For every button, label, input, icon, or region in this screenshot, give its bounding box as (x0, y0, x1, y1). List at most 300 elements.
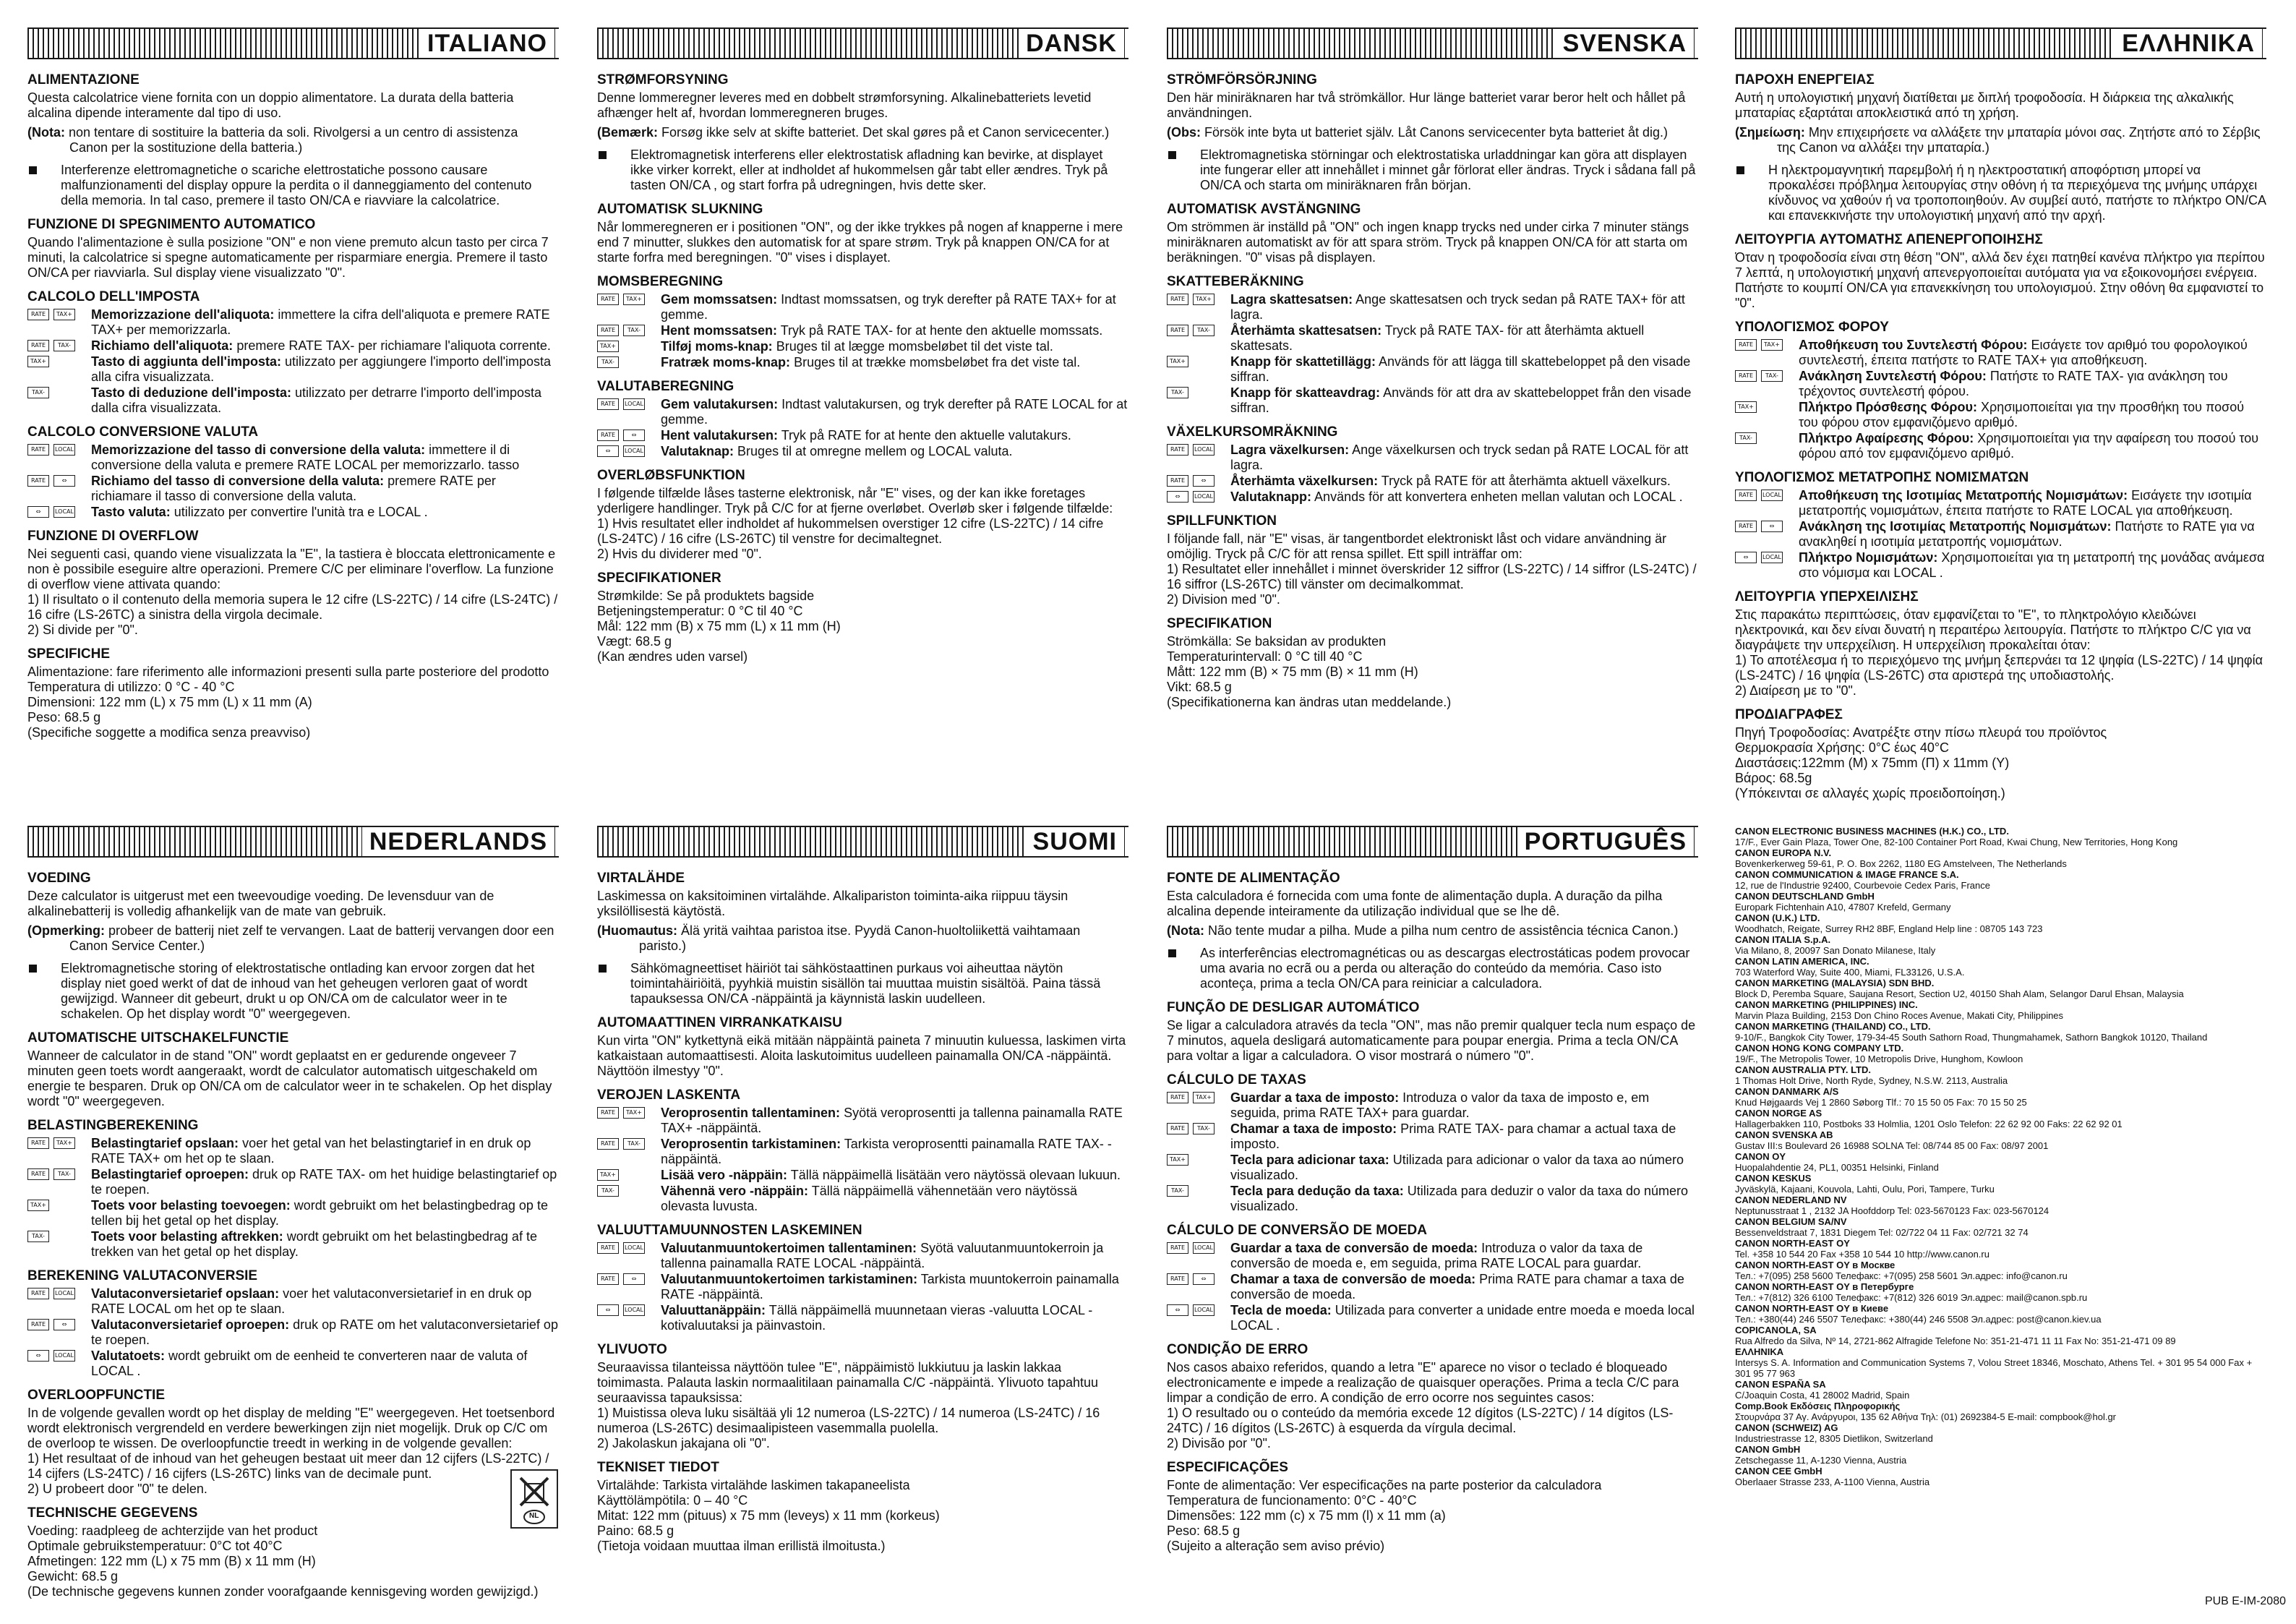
key-icon: RATE (1735, 521, 1757, 532)
key-icon: RATE (597, 1273, 619, 1285)
paragraph: I följande fall, när "E" visas, är tangentbordet elektroniskt låst och vidare användning är omöjlig. Tryck på C/C för att rensa spillet. Ett spill inträffar om: (1167, 531, 1667, 561)
key-group (27, 444, 80, 459)
key-group (27, 1350, 80, 1365)
tax-item-label: Hent momssatsen: (661, 323, 778, 338)
tax-item-label: Återhämta skattesatsen: (1230, 323, 1382, 338)
currency-item-text: Εισάγετε την ισοτιμία μετατροπής νομισμάτων, έπειτα πατήστε το RATE LOCAL για αποθήκευση. (1799, 488, 2252, 518)
key-icon: TAX- (1761, 370, 1783, 382)
company-address: 12, rue de l'Industrie 92400, Courbevoie Cedex Paris, France (1735, 880, 1990, 891)
company-name: CANON ESPAÑA SA (1735, 1379, 1826, 1390)
currency-item-text: Används för att konvertera enheten mellan valutan och LOCAL . (1314, 490, 1683, 504)
tax-item-label: Lisää vero -näppäin: (661, 1168, 788, 1182)
key-icon: ⇔ (1735, 552, 1757, 563)
company-name: CANON NEDERLAND NV (1735, 1195, 1847, 1205)
key-group (1167, 325, 1219, 340)
note (1167, 923, 1698, 939)
tax-item-label: Guardar a taxa de imposto: (1230, 1090, 1400, 1105)
key-icon: TAX- (53, 1168, 75, 1180)
company-address: C/Joaquin Costa, 41 28002 Madrid, Spain (1735, 1390, 1910, 1401)
paragraph: 2) U probeert door "0" te delen. (27, 1482, 207, 1496)
currency-item-label: Αποθήκευση της Ισοτιμίας Μετατροπής Νομισμάτων: (1799, 488, 2128, 503)
key-icon: RATE (27, 1137, 49, 1149)
address-block (1735, 1216, 2266, 1238)
tax-item-text: wordt gebruikt om het belastingbedrag op te tellen bij het getal op het display. (91, 1198, 548, 1228)
key-icon: TAX+ (1167, 1154, 1188, 1166)
language-title: ITALIANO (420, 29, 554, 58)
key-group (1167, 1123, 1219, 1138)
tax-item-label: Gem momssatsen: (661, 292, 778, 307)
note-label: (Nota: (1167, 923, 1204, 938)
section-heading: VEROJEN LASKENTA (597, 1087, 741, 1103)
key-icon: RATE (1735, 490, 1757, 501)
company-name: CANON OY (1735, 1151, 1786, 1162)
key-icon: LOCAL (623, 1304, 645, 1316)
key-icon: ⇔ (53, 1319, 75, 1330)
paragraph: Wanneer de calculator in de stand "ON" wordt geplaatst en er gedurende ongeveer 7 minuten geen toets wordt aangeraakt, wordt de calculator automatisch uitgeschakeld om energie te besparen. Druk op ON/CA om de calculator weer in te schakelen. Op het display wordt "0" weergegeven. (27, 1048, 552, 1108)
tax-item (597, 1106, 1128, 1136)
language-title: PORTUGUÊS (1517, 827, 1694, 856)
spec-line: Πηγή Τροφοδοσίας: Ανατρέξτε στην πίσω πλευρά του προϊόντος (1735, 725, 2107, 740)
company-address: 703 Waterford Way, Suite 400, Miami, FL33126, U.S.A. (1735, 967, 1965, 978)
key-icon: LOCAL (623, 398, 645, 410)
tax-item (27, 354, 559, 385)
key-group (597, 356, 623, 372)
key-icon: LOCAL (53, 444, 75, 456)
key-icon: TAX- (623, 325, 645, 336)
language-header (1167, 826, 1698, 858)
tax-item (27, 338, 559, 354)
bullet-paragraph: Interferenze elettromagnetiche o scariche elettrostatiche possono causare malfunzionamenti del display oppure la perdita o il danneggiamento del contenuto della memoria. In tal caso, premere il tasto ON/CA e riavviare la calcolatrice. (27, 163, 559, 208)
key-group (27, 1200, 53, 1215)
section-heading: VOEDING (27, 871, 91, 886)
tax-item-text: druk op RATE TAX- om het huidige belastingtarief op te roepen. (91, 1167, 557, 1197)
company-name: CANON MARKETING (THAILAND) CO., LTD. (1735, 1021, 1931, 1032)
publication-code: PUB E-IM-2080 (2204, 1595, 2286, 1607)
key-group (597, 1242, 649, 1257)
key-icon: TAX+ (27, 356, 49, 367)
company-name: CANON COMMUNICATION & IMAGE FRANCE S.A. (1735, 869, 1959, 880)
tax-item-text: Tryck på RATE TAX- för att återhämta aktuell skattesats. (1230, 323, 1645, 353)
key-icon: RATE (1167, 1092, 1188, 1103)
key-icon: TAX+ (53, 309, 75, 320)
currency-item-label: Memorizzazione del tasso di conversione della valuta: (91, 443, 426, 457)
company-address: Тел.: +7(812) 326 6100 Телефакс: +7(812) 326 6019 Эл.адрес: mail@canon.spb.ru (1735, 1292, 2088, 1303)
address-block (1735, 826, 2266, 847)
paragraph: 2) Divisão por "0". (1167, 1436, 1271, 1450)
key-icon: TAX+ (1193, 1092, 1215, 1103)
spec-line: Afmetingen: 122 mm (L) x 75 mm (B) x 11 mm (H) (27, 1554, 316, 1568)
key-icon: ⇔ (597, 445, 619, 457)
currency-item-label: Valutaconversietarief opslaan: (91, 1286, 280, 1301)
key-icon: LOCAL (1193, 491, 1215, 503)
bullet-paragraph: Elektromagnetisk interferens eller elektrostatisk afladning kan bevirke, at displayet ikke virker korrekt, eller at indholdet af hukommelsen går tabt eller ændres. Tryk på tasten ON/CA , og start forfra på udregningen, hvis dette sker. (597, 148, 1128, 193)
key-group (597, 1169, 623, 1184)
tax-item-text: wordt gebruikt om het belastingbedrag af te trekken van het getal op het display. (91, 1229, 537, 1259)
language-header (27, 826, 559, 858)
company-address: Bessenveldstraat 7, 1831 Diegem Tel: 02/722 04 11 Fax: 02/721 32 74 (1735, 1227, 2029, 1238)
company-name: CANON ELECTRONIC BUSINESS MACHINES (H.K.) CO., LTD. (1735, 826, 2009, 837)
currency-item-label: Richiamo del tasso di conversione della valuta: (91, 474, 385, 488)
spec-line: (De technische gegevens kunnen zonder voorafgaande kennisgeving worden gewijzigd.) (27, 1584, 539, 1599)
key-icon: TAX+ (597, 341, 619, 352)
company-address: Rua Alfredo da Silva, Nº 14, 2721-862 Alfragide Telefone No: 351-21-471 11 11 Fax No: 351-21-471 09 89 (1735, 1335, 2176, 1346)
paragraph: 1) O resultado ou o conteúdo da memória excede 12 dígitos (LS-22TC) / 14 dígitos (LS-24TC) / 16 dígitos (LS-26TC) à esquerda da vírgula decimal. (1167, 1406, 1674, 1435)
note (597, 923, 1128, 954)
note-text: Μην επιχειρήσετε να αλλάξετε την μπαταρία μόνοι σας. Ζητήστε από το Σέρβις της Canon να αλλάξει την μπαταρία.) (1777, 125, 2261, 155)
section-heading: BEREKENING VALUTACONVERSIE (27, 1268, 258, 1283)
section-heading: OVERLØBSFUNKTION (597, 468, 745, 483)
currency-item-text: immettere il di conversione della valuta e premere RATE LOCAL per memorizzarlo. tasso (91, 443, 520, 472)
currency-item (597, 428, 1128, 443)
tax-item-text: Χρησιμοποιείται για την αφαίρεση του ποσού του φόρου από τον εμφανιζόμενο αριθμό. (1799, 431, 2259, 461)
company-address: Huopalahdentie 24, PL1, 00351 Helsinki, Finland (1735, 1162, 1939, 1173)
company-address: 1 Thomas Holt Drive, North Ryde, Sydney, N.S.W. 2113, Australia (1735, 1075, 2008, 1086)
company-name: CANON NORTH-EAST OY в Москве (1735, 1260, 1896, 1270)
section-heading: VALUUTTAMUUNNOSTEN LASKEMINEN (597, 1223, 862, 1238)
company-name: CANON AUSTRALIA PTY. LTD. (1735, 1064, 1872, 1075)
currency-item (27, 1349, 559, 1379)
tax-item-text: premere RATE TAX- per richiamare l'aliquota corrente. (236, 338, 551, 353)
key-group (1167, 387, 1193, 402)
key-icon: ⇔ (623, 1273, 645, 1285)
currency-item (597, 1303, 1128, 1333)
key-icon: RATE (1167, 325, 1188, 336)
key-icon: LOCAL (1193, 444, 1215, 456)
paragraph: 2) Division med "0". (1167, 592, 1280, 607)
company-address: 19/F., The Metropolis Tower, 10 Metropolis Drive, Hunghom, Kowloon (1735, 1054, 2023, 1064)
company-name: CANON BELGIUM SA/NV (1735, 1216, 1847, 1227)
currency-item-label: Valuuttanäppäin: (661, 1303, 766, 1317)
tax-item-text: voer het getal van het belastingtarief in en druk op RATE TAX+ om het op te slaan. (91, 1136, 531, 1166)
spec-line: Paino: 68.5 g (597, 1523, 674, 1538)
paragraph: Questa calcolatrice viene fornita con un doppio alimentatore. La durata della batteria alcalina dipende interamente dal tipo di uso. (27, 90, 514, 120)
key-group (1735, 490, 1787, 505)
spec-line: Optimale gebruikstemperatuur: 0°C tot 40°C (27, 1539, 283, 1553)
section-heading: AUTOMATISK AVSTÄNGNING (1167, 202, 1361, 217)
currency-item-label: Valuutanmuuntokertoimen tallentaminen: (661, 1241, 917, 1255)
key-group (597, 1138, 649, 1153)
tax-item (1167, 385, 1698, 416)
recycle-label: NL (529, 1512, 539, 1520)
key-group (597, 341, 623, 356)
paragraph: Denne lommeregner leveres med en dobbelt strømforsyning. Alkalinebatteriets levetid afhænger helt af, hvordan lommeregneren bruges. (597, 90, 1092, 120)
currency-item (597, 1272, 1128, 1302)
currency-item-text: Πατήστε το RATE για να ανακληθεί η ισοτιμία μετατροπής νομισμάτων. (1799, 519, 2255, 549)
company-name: CANON DANMARK A/S (1735, 1086, 1839, 1097)
tax-item-label: Tasto di deduzione dell'imposta: (91, 385, 291, 400)
section-heading: CONDIÇÃO DE ERRO (1167, 1342, 1308, 1357)
key-icon: TAX- (597, 356, 619, 368)
tax-item-label: Αποθήκευση του Συντελεστή Φόρου: (1799, 338, 2028, 352)
note (1735, 125, 2266, 155)
company-name: CANON KESKUS (1735, 1173, 1812, 1184)
key-group (1735, 552, 1787, 567)
address-block (1735, 1086, 2266, 1108)
company-address: Hallagerbakken 110, Postboks 33 Holmlia, 1201 Oslo Telefon: 22 62 92 00 Faks: 22 62 92 01 (1735, 1119, 2122, 1129)
tax-item (597, 292, 1128, 322)
tax-item-text: Utilizada para adicionar o valor da taxa ao número visualizado. (1230, 1153, 1684, 1182)
currency-item-text: premere RATE per richiamare il tasso di conversione della valuta. (91, 474, 496, 503)
company-name: CANON (U.K.) LTD. (1735, 913, 1820, 923)
paragraph: Quando l'alimentazione è sulla posizione "ON" e non viene premuto alcun tasto per circa 7 minuti, la calcolatrice si spegne automaticamente per risparmiare energia. Premere il tasto ON/CA per riavviarla. Sul display viene visualizzato "0". (27, 235, 549, 280)
company-address: Woodhatch, Reigate, Surrey RH2 8BF, England Help line : 08705 143 723 (1735, 923, 2043, 934)
currency-item-text: Bruges til at omregne mellem og LOCAL valuta. (737, 444, 1013, 458)
key-icon: RATE (1167, 294, 1188, 305)
tax-item-label: Tecla para dedução da taxa: (1230, 1184, 1404, 1198)
paragraph: Den här miniräknaren har två strömkällor. Hur länge batteriet varar beror helt och hållet på användningen. (1167, 90, 1686, 120)
key-icon: TAX- (1167, 1185, 1188, 1197)
currency-item-text: Tarkista muuntokerroin painamalla RATE -näppäintä. (661, 1272, 1119, 1302)
tax-item (27, 1229, 559, 1260)
tax-item-label: Tecla para adicionar taxa: (1230, 1153, 1389, 1167)
company-name: CANON CEE GmbH (1735, 1466, 1822, 1476)
currency-item-text: Tryk på RATE for at hente den aktuelle valutakurs. (781, 428, 1071, 443)
key-group (27, 387, 53, 402)
section-heading: ESPECIFICAÇÕES (1167, 1460, 1288, 1475)
company-address: Via Milano, 8, 20097 San Donato Milanese, Italy (1735, 945, 1936, 956)
key-icon: ⇔ (1167, 1304, 1188, 1316)
section-heading: AUTOMATISCHE UITSCHAKELFUNCTIE (27, 1030, 289, 1046)
tax-item-label: Chamar a taxa de imposto: (1230, 1121, 1397, 1136)
tax-item (1167, 292, 1698, 322)
spec-line: Voeding: raadpleeg de achterzijde van het product (27, 1523, 318, 1538)
key-group (27, 340, 80, 355)
spec-line: (Tietoja voidaan muuttaa ilman erillistä ilmoitusta.) (597, 1539, 886, 1553)
currency-item (27, 1286, 559, 1317)
currency-item-text: Tryck på RATE för att återhämta aktuell växelkurs. (1381, 474, 1671, 488)
company-name: Comp.Book Εκδόσεις Πληροφορικής (1735, 1401, 1901, 1411)
section-heading: ΠΡΟΔΙΑΓΡΑΦΕΣ (1735, 707, 1843, 722)
spec-line: (Specifikationerna kan ändras utan meddelande.) (1167, 695, 1452, 709)
tax-item (1735, 431, 2266, 461)
language-title: SVENSKA (1556, 29, 1694, 58)
company-address: Jyväskylä, Kajaani, Kouvola, Lahti, Oulu, Pori, Tampere, Turku (1735, 1184, 1995, 1195)
currency-item (27, 1317, 559, 1348)
address-block (1735, 913, 2266, 934)
key-group (597, 1185, 623, 1200)
section-heading: ΥΠΟΛΟΓΙΣΜΟΣ ΦΟΡΟΥ (1735, 320, 1889, 335)
key-group (597, 1273, 649, 1288)
note-text: Försök inte byta ut batteriet själv. Låt Canons servicecenter byta batteriet åt dig.) (1204, 125, 1669, 140)
key-icon: RATE (1167, 1273, 1188, 1285)
language-header (597, 826, 1128, 858)
currency-item-text: utilizzato per convertire l'unità tra e LOCAL . (174, 505, 428, 519)
paragraph: 1) Hvis resultatet eller indholdet af hukommelsen overstiger 12 cifre (LS-22TC) / 14 cifre (LS-24TC) / 16 cifre (LS-26TC) til venstre for decimaltegnet. (597, 516, 1104, 546)
currency-item-label: Valutaknap: (661, 444, 734, 458)
section-heading: CALCOLO DELL'IMPOSTA (27, 289, 200, 304)
key-group (597, 1304, 649, 1320)
company-name: CANON MARKETING (MALAYSIA) SDN BHD. (1735, 978, 1935, 988)
spec-line: Strömkälla: Se baksidan av produkten (1167, 634, 1387, 649)
key-icon: TAX+ (623, 294, 645, 305)
key-icon: TAX- (597, 1185, 619, 1197)
key-icon: TAX+ (1761, 339, 1783, 351)
address-block (1735, 956, 2266, 978)
key-icon: RATE (597, 325, 619, 336)
tax-item-label: Knapp för skattetillägg: (1230, 354, 1376, 369)
company-address: Knud Højgaards Vej 1 2860 Søborg Tlf.: 70 15 50 05 Fax: 70 15 50 25 (1735, 1097, 2027, 1108)
section-heading: AUTOMATISK SLUKNING (597, 202, 763, 217)
bullet-paragraph: As interferências electromagnéticas ou as descargas electrostáticas podem provocar uma avaria no ecrã ou a perda ou alteração do conteúdo da memória. Caso isto aconteça, prima a tecla ON/CA para reiniciar a calculadora. (1167, 946, 1698, 991)
tax-item-text: Prima RATE TAX- para chamar a actual taxa de imposto. (1230, 1121, 1676, 1151)
paragraph: In de volgende gevallen wordt op het display de melding "E" weergegeven. Het toetsenbord wordt elektronisch vergrendeld en verdere bewerkingen zijn niet mogelijk. Druk op C/C om de overloop te wissen. De overloopfunctie treedt in werking in de volgende gevallen: (27, 1406, 555, 1450)
key-group (597, 445, 649, 461)
key-icon: ⇔ (597, 1304, 619, 1316)
address-block (1735, 1195, 2266, 1216)
key-group (27, 1319, 80, 1334)
key-icon: TAX+ (27, 1200, 49, 1211)
key-icon: ⇔ (1193, 1273, 1215, 1285)
note-label: (Huomautus: (597, 923, 677, 938)
key-icon: TAX- (1193, 325, 1215, 336)
tax-item (27, 307, 559, 338)
key-group (1167, 1242, 1219, 1257)
currency-item (1167, 474, 1698, 489)
key-group (1167, 1304, 1219, 1320)
paragraph: Nei seguenti casi, quando viene visualizzata la "E", la tastiera è bloccata elettronicamente e non è possibile eseguire altre operazioni. Premere C/C per eliminare l'overflow. La funzione di overflow viene attivata quando: (27, 547, 556, 591)
currency-item (1735, 488, 2266, 518)
key-group (1167, 1273, 1219, 1288)
address-block (1735, 1129, 2266, 1151)
paragraph: Esta calculadora é fornecida com uma fonte de alimentação dupla. A duração da pilha alcalina depende inteiramente da utilização individual que se lhe dê. (1167, 889, 1663, 918)
company-address: 9-10/F., Bangkok City Tower, 179-34-45 South Sathorn Road, Thungmahamek, Sathorn Bangkok 10120, Thailand (1735, 1032, 2208, 1043)
address-block (1735, 1260, 2266, 1281)
tax-item (1735, 369, 2266, 399)
tax-item-label: Toets voor belasting toevoegen: (91, 1198, 291, 1213)
currency-item-label: Ανάκληση της Ισοτιμίας Μετατροπής Νομισμάτων: (1799, 519, 2112, 534)
currency-item-text: Prima RATE para chamar a taxa de conversão de moeda. (1230, 1272, 1684, 1302)
tax-item-text: utilizzato per detrarre l'importo dell'imposta dalla cifra visualizzata. (91, 385, 541, 415)
section-heading: SPECIFIKATIONER (597, 570, 721, 586)
recycle-icon (510, 1469, 558, 1529)
address-block (1735, 1379, 2266, 1401)
currency-item-label: Lagra växelkursen: (1230, 443, 1350, 457)
note (27, 923, 559, 954)
key-icon: TAX+ (623, 1107, 645, 1119)
tax-item (1167, 354, 1698, 385)
spec-line: Käyttölämpötila: 0 – 40 °C (597, 1493, 748, 1508)
note-text: non tentare di sostituire la batteria da soli. Rivolgersi a un centro di assistenza Canon per la sostituzione della batteria.) (69, 125, 518, 155)
spec-line: (Specifiche soggette a modifica senza preavviso) (27, 725, 311, 740)
tax-item-text: Bruges til at lægge momsbeløbet til det viste tal. (776, 339, 1053, 354)
company-name: CANON NORTH-EAST OY в Киеве (1735, 1303, 1889, 1314)
key-icon: LOCAL (53, 1350, 75, 1362)
spec-line: Fonte de alimentação: Ver especificações na parte posterior da calculadora (1167, 1478, 1602, 1492)
tax-item-label: Toets voor belasting aftrekken: (91, 1229, 283, 1244)
language-header (597, 27, 1128, 59)
currency-item-text: Tällä näppäimellä muunnetaan vieras -valuutta LOCAL -kotivaluutaksi ja päinvastoin. (661, 1303, 1093, 1333)
paragraph: Laskimessa on kaksitoiminen virtalähde. Alkalipariston toiminta-aika riippuu täysin yksilöllisestä käytöstä. (597, 889, 1068, 918)
currency-item-text: Indtast valutakursen, og tryk derefter på RATE LOCAL for at gemme. (661, 397, 1128, 427)
key-icon: RATE (1167, 475, 1188, 487)
bullet-paragraph: Η ηλεκτρομαγνητική παρεμβολή ή η ηλεκτροστατική αποφόρτιση μπορεί να προκαλέσει πρόβλημα λειτουργίας στην οθόνη ή τα περιεχόμενα της μνήμης υπάρχει κίνδυνος να χαθούν ή να τροποποιηθούν. Αν συμβεί αυτό, πατήστε το πλήκτρο ON/CA και επανεκκινήστε την υπολογιστική μηχανή από την αρχή. (1735, 163, 2266, 223)
note-text: Älä yritä vaihtaa paristoa itse. Pyydä Canon-huoltoliikettä vaihtamaan paristo.) (639, 923, 1081, 953)
section-heading: BELASTINGBEREKENING (27, 1118, 199, 1133)
key-icon: LOCAL (1761, 490, 1783, 501)
currency-item-label: Chamar a taxa de conversão de moeda: (1230, 1272, 1476, 1286)
currency-item-label: Hent valutakursen: (661, 428, 779, 443)
tax-item-label: Tasto di aggiunta dell'imposta: (91, 354, 281, 369)
key-group (1735, 401, 1761, 416)
currency-item (1167, 1303, 1698, 1333)
key-icon: LOCAL (623, 445, 645, 457)
key-icon: RATE (27, 340, 49, 351)
section-heading: ΛΕΙΤΟΥΡΓΙΑ ΑΥΤΟΜΑΤΗΣ ΑΠΕΝΕΡΓΟΠΟΙΗΣΗΣ (1735, 232, 2043, 247)
paragraph: 1) Het resultaat of de inhoud van het geheugen bestaat uit meer dan 12 cijfers (LS-22TC) / 14 cijfers (LS-24TC) / 16 cijfers (LS-26TC) links van de decimale punt. (27, 1451, 549, 1481)
key-icon: RATE (597, 1242, 619, 1254)
paragraph: 2) Jakolaskun jakajana oli "0". (597, 1436, 770, 1450)
tax-item-label: Vähennä vero -näppäin: (661, 1184, 809, 1198)
paragraph: Se ligar a calculadora através da tecla "ON", mas não premir qualquer tecla num espaço de 7 minutos, aquela desligará automaticamente para poupar energia. Prima a tecla ON/CA para voltar a ligar a calculadora. O visor mostrará o número "0". (1167, 1018, 1696, 1063)
tax-item-label: Veroprosentin tarkistaminen: (661, 1137, 841, 1151)
key-icon: ⇔ (623, 429, 645, 441)
address-block (1735, 1444, 2266, 1466)
note-text: probeer de batterij niet zelf te vervangen. Laat de batterij vervangen door een Canon Service Center.) (69, 923, 554, 953)
key-group (597, 325, 649, 340)
language-column-nederlands (27, 826, 559, 1599)
key-icon: ⇔ (27, 506, 49, 518)
tax-item (597, 1137, 1128, 1167)
section-heading: SPECIFICHE (27, 646, 111, 662)
language-column-suomi (597, 826, 1128, 1554)
key-icon: RATE (27, 1168, 49, 1180)
key-icon: TAX+ (1167, 356, 1188, 367)
spec-line: Mål: 122 mm (B) x 75 mm (L) x 11 mm (H) (597, 619, 841, 633)
section-heading: ΥΠΟΛΟΓΙΣΜΟΣ ΜΕΤΑΤΡΟΠΗΣ ΝΟΜΙΣΜΑΤΩΝ (1735, 470, 2029, 485)
section-heading: FUNZIONE DI SPEGNIMENTO AUTOMATICO (27, 217, 316, 232)
section-heading: FUNZIONE DI OVERFLOW (27, 529, 199, 544)
address-block (1735, 1151, 2266, 1173)
tax-item-label: Tilføj moms-knap: (661, 339, 773, 354)
key-group (1167, 1092, 1219, 1107)
currency-item (1167, 1272, 1698, 1302)
address-block (1735, 1064, 2266, 1086)
tax-item-text: Bruges til at trække momsbeløbet fra det viste tal. (794, 355, 1081, 369)
key-icon: RATE (27, 475, 49, 487)
tax-item-text: Πατήστε το RATE TAX- για ανάκληση του τρέχοντος συντελεστή φόρου. (1799, 369, 2228, 398)
company-name: CANON NORTH-EAST OY в Петербурге (1735, 1281, 1914, 1292)
key-icon: TAX- (27, 387, 49, 398)
spec-line: Temperatura di utilizzo: 0 °C - 40 °C (27, 680, 235, 694)
key-icon: LOCAL (53, 506, 75, 518)
currency-item (1735, 519, 2266, 550)
key-icon: RATE (1167, 1242, 1188, 1254)
company-address: Oberlaaer Strasse 233, A-1100 Vienna, Austria (1735, 1476, 1930, 1487)
key-icon: TAX+ (1193, 294, 1215, 305)
bullet-paragraph: Elektromagnetiska störningar och elektrostatiska urladdningar kan göra att displayen inte fungerar eller att innehållet i minnet går förlorat eller ändras. Tryck i sådana fall på ON/CA och starta om miniräknaren från början. (1167, 148, 1698, 193)
tax-item (597, 323, 1128, 338)
paragraph: Deze calculator is uitgerust met een tweevoudige voeding. De levensduur van de alkalinebatterij is volledig afhankelijk van de mate van gebruik. (27, 889, 494, 918)
company-address: Marvin Plaza Building, 2153 Don Chino Roces Avenue, Makati City, Philippines (1735, 1010, 2064, 1021)
key-icon: TAX+ (53, 1137, 75, 1149)
spec-line: Θερμοκρασία Χρήσης: 0°C έως 40°C (1735, 740, 1950, 755)
note-label: (Opmerking: (27, 923, 106, 938)
spec-line: (Sujeito a alteração sem aviso prévio) (1167, 1539, 1385, 1553)
tax-item-text: Εισάγετε τον αριθμό του φορολογικού συντελεστή, έπειτα πατήστε το RATE TAX+ για αποθήκευση. (1799, 338, 2248, 367)
currency-item-label: Valutaknapp: (1230, 490, 1312, 504)
key-icon: RATE (27, 309, 49, 320)
tax-item-label: Πλήκτρο Πρόσθεσης Φόρου: (1799, 400, 1977, 414)
spec-line: Peso: 68.5 g (1167, 1523, 1241, 1538)
currency-item (1167, 1241, 1698, 1271)
address-block (1735, 1466, 2266, 1487)
tax-item-text: Utilizada para deduzir o valor da taxa do número visualizado. (1230, 1184, 1689, 1213)
address-block (1735, 847, 2266, 869)
key-group (27, 1288, 80, 1303)
paragraph: I følgende tilfælde låses tasterne elektronisk, når "E" vises, og der kan ikke foretages yderligere handlinger. Tryk på C/C for at fjerne overløbet. Overløb sker i følgende tilfælde: (597, 486, 1113, 516)
company-address: Tel. +358 10 544 20 Fax +358 10 544 10 http://www.canon.ru (1735, 1249, 1989, 1260)
currency-item-text: Introduza o valor da taxa de conversão de moeda e, em seguida, prima RATE LOCAL para guardar. (1230, 1241, 1643, 1270)
